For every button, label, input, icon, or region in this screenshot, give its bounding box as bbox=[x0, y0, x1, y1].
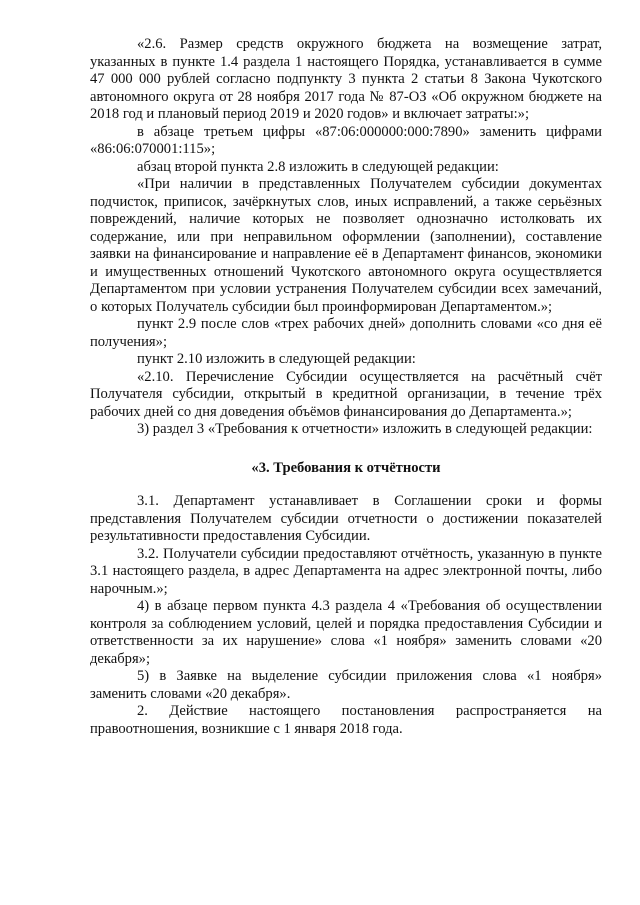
paragraph-subsection-3-digits: в абзаце третьем цифры «87:06:000000:000:7890» заменить цифрами «86:06:070001:115»; bbox=[90, 123, 602, 157]
paragraph-section-3-intro: 3) раздел 3 «Требования к отчетности» изложить в следующей редакции: bbox=[137, 421, 593, 437]
paragraph-2-8-text: «При наличии в представленных Получателем субсидии документах подчисток, приписок, зачёркнутых слов, иных исправлений, а также серьёзных повреждений, наличие которых не позволяет однозначно истолковать их содержание, или при неправильном оформлении (заполнении), составление заявки на финансирование и направление её в Департамент финансов, экономики и имущественных отношений Чукотского автономного округа осуществляется Департаментом при условии устранения Получателем субсидии всех замечаний, о которых Получатель субсидии был проинформирован Департаментом.»; bbox=[90, 176, 602, 315]
paragraph-3-2: 3.2. Получатели субсидии предоставляют отчётность, указанную в пункте 3.1 настоящего раздела, в адрес Департамента на адрес электронной почты, либо нарочным.»; bbox=[90, 545, 602, 597]
paragraph-2-6: «2.6. Размер средств окружного бюджета на возмещение затрат, указанных в пункте 1.4 раздела 1 настоящего Порядка, устанавливается в сумме 47 000 000 рублей согласно подпункту 3 пункта 2 статьи 8 Закона Чукотского автономного округа от 28 ноября 2017 года № 87-ОЗ «Об окружном бюджете на 2018 год и плановый период 2019 и 2020 годов» и включает затраты:»; bbox=[90, 36, 602, 122]
paragraph-item-4: 4) в абзаце первом пункта 4.3 раздела 4 «Требования об осуществлении контроля за соблюдением условий, целей и порядка предоставления Субсидии и ответственности за их нарушение» слова «1 ноября» заменить словами «20 декабря»; bbox=[90, 598, 602, 667]
paragraph-item-5: 5) в Заявке на выделение субсидии приложения слова «1 ноября» заменить словами «20 декабря». bbox=[90, 668, 602, 702]
document-page bbox=[90, 36, 602, 738]
paragraph-clause-2: 2. Действие настоящего постановления распространяется на правоотношения, возникшие с 1 января 2018 года. bbox=[90, 703, 602, 737]
paragraph-3-1: 3.1. Департамент устанавливает в Соглашении сроки и формы представления Получателем субсидии отчетности о достижении показателей результативности предоставления Субсидии. bbox=[90, 493, 602, 544]
paragraph-2-10-intro: пункт 2.10 изложить в следующей редакции: bbox=[137, 351, 416, 367]
paragraph-2-9: пункт 2.9 после слов «трех рабочих дней» дополнить словами «со дня её получения»; bbox=[90, 316, 602, 350]
paragraph-2-10-text: «2.10. Перечисление Субсидии осуществляется на расчётный счёт Получателя субсидии, открытый в кредитной организации, в течение трёх рабочих дней со дня доведения объёмов финансирования до Департамента.»; bbox=[90, 368, 602, 420]
section-3-heading: «3. Требования к отчётности bbox=[251, 459, 441, 476]
paragraph-2-8-intro: абзац второй пункта 2.8 изложить в следующей редакции: bbox=[137, 158, 499, 175]
